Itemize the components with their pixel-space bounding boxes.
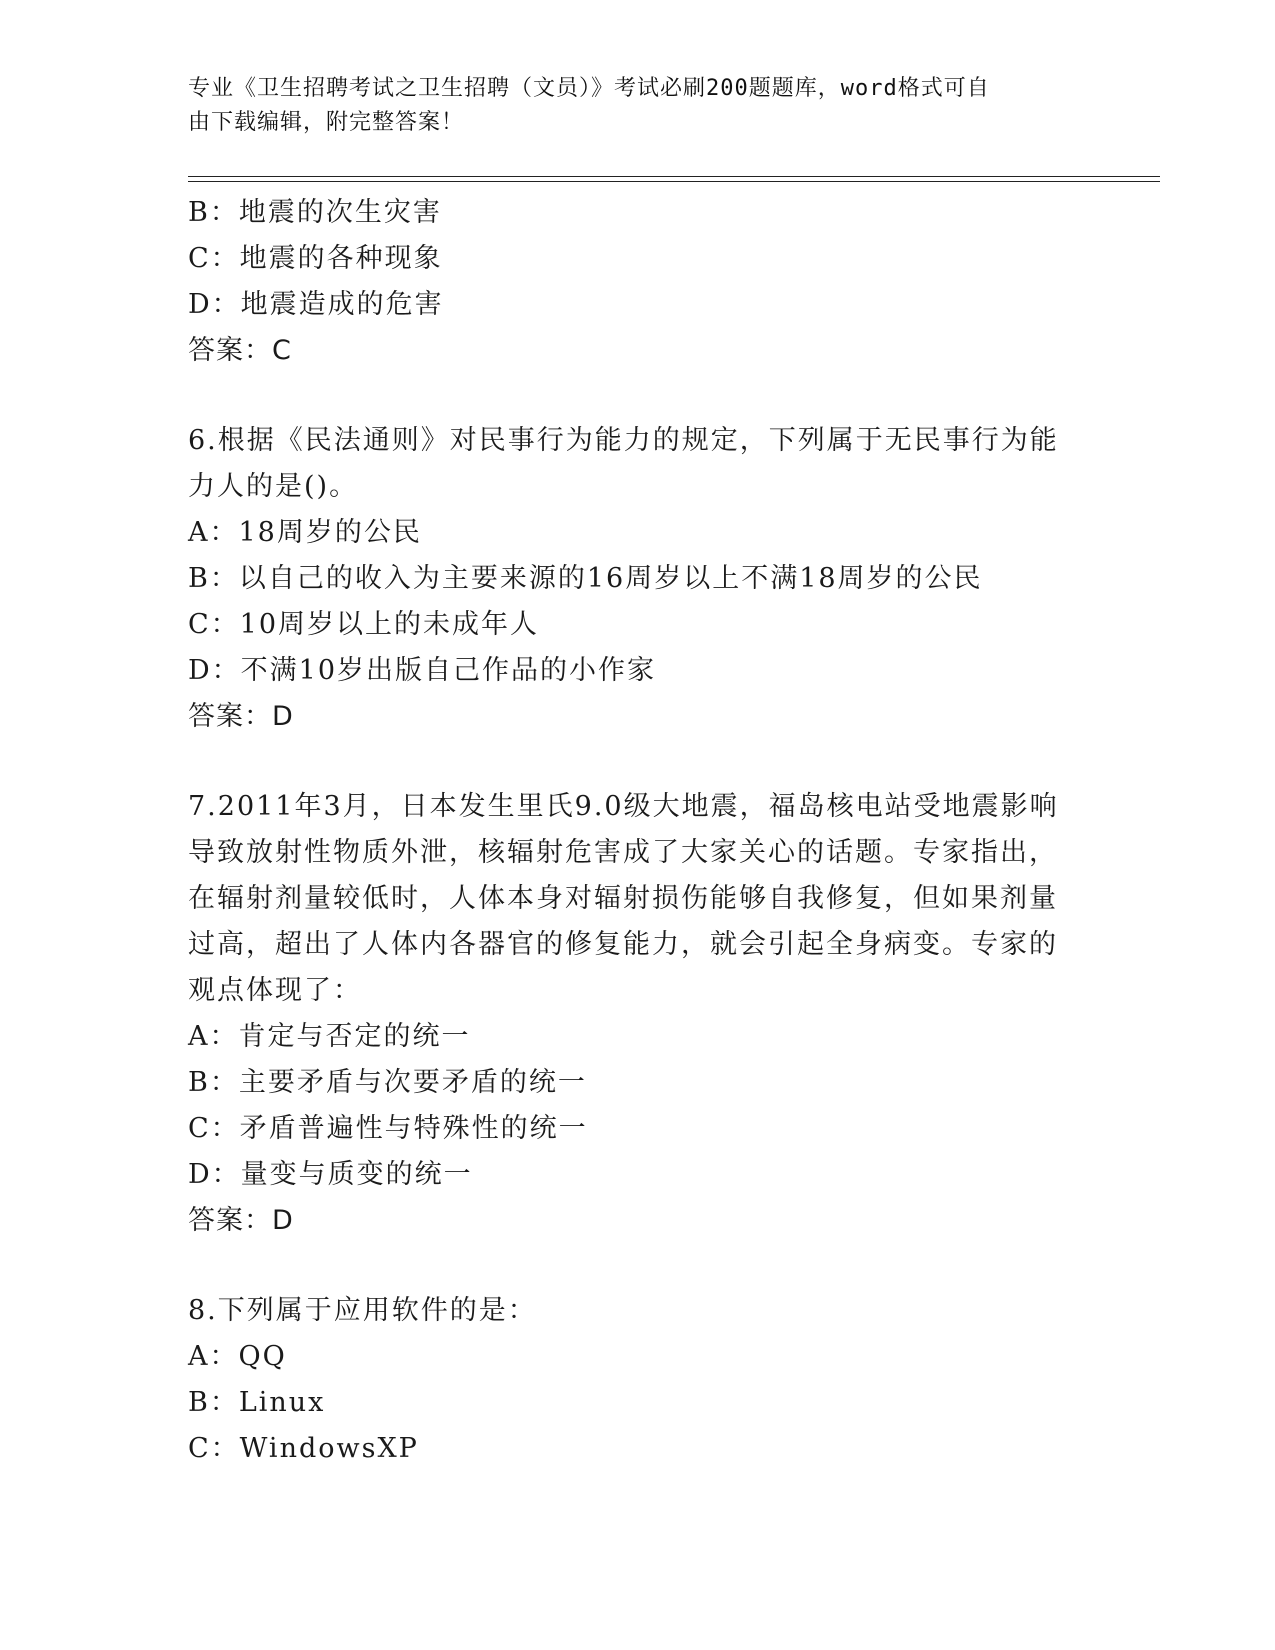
option-a: A：肯定与否定的统一 xyxy=(188,1021,471,1052)
option-d: D：地震造成的危害 xyxy=(188,289,444,320)
answer-line: 答案：C xyxy=(188,335,292,366)
question-7 xyxy=(188,784,1088,1244)
question-stem-line: 观点体现了： xyxy=(188,975,362,1006)
question-stem-line: 力人的是()。 xyxy=(188,471,359,502)
question-5-continued xyxy=(188,190,1088,374)
option-b: B：Linux xyxy=(188,1387,326,1418)
option-b: B：主要矛盾与次要矛盾的统一 xyxy=(188,1067,587,1098)
question-stem-line: 导致放射性物质外泄，核辐射危害成了大家关心的话题。专家指出， xyxy=(188,837,1058,868)
question-stem-line: 过高，超出了人体内各器官的修复能力，就会引起全身病变。专家的 xyxy=(188,929,1058,960)
question-stem-line: 8.下列属于应用软件的是： xyxy=(188,1295,537,1326)
answer-line: 答案：D xyxy=(188,701,294,732)
header-divider-top xyxy=(188,176,1160,177)
question-stem-line: 在辐射剂量较低时，人体本身对辐射损伤能够自我修复，但如果剂量 xyxy=(188,883,1058,914)
header-divider-bottom xyxy=(188,181,1160,182)
option-a: A：18周岁的公民 xyxy=(188,517,422,548)
question-6 xyxy=(188,418,1088,740)
option-d: D：量变与质变的统一 xyxy=(188,1159,473,1190)
header-line-2: 由下载编辑，附完整答案！ xyxy=(188,110,465,135)
question-stem-line: 7.2011年3月，日本发生里氏9.0级大地震，福岛核电站受地震影响 xyxy=(188,791,1059,822)
option-b: B：以自己的收入为主要来源的16周岁以上不满18周岁的公民 xyxy=(188,563,983,594)
option-b: B：地震的次生灾害 xyxy=(188,197,442,228)
header-line-1: 专业《卫生招聘考试之卫生招聘（文员）》考试必刷200题题库，word格式可自 xyxy=(188,76,990,101)
question-8 xyxy=(188,1288,1088,1472)
answer-line: 答案：D xyxy=(188,1205,294,1236)
document-body xyxy=(188,190,1088,1472)
option-c: C：WindowsXP xyxy=(188,1433,419,1464)
option-d: D：不满10岁出版自己作品的小作家 xyxy=(188,655,657,686)
page-header xyxy=(188,72,1088,140)
option-c: C：10周岁以上的未成年人 xyxy=(188,609,540,640)
option-c: C：地震的各种现象 xyxy=(188,243,443,274)
option-a: A：QQ xyxy=(188,1341,287,1372)
question-stem-line: 6.根据《民法通则》对民事行为能力的规定，下列属于无民事行为能 xyxy=(188,425,1059,456)
option-c: C：矛盾普遍性与特殊性的统一 xyxy=(188,1113,588,1144)
